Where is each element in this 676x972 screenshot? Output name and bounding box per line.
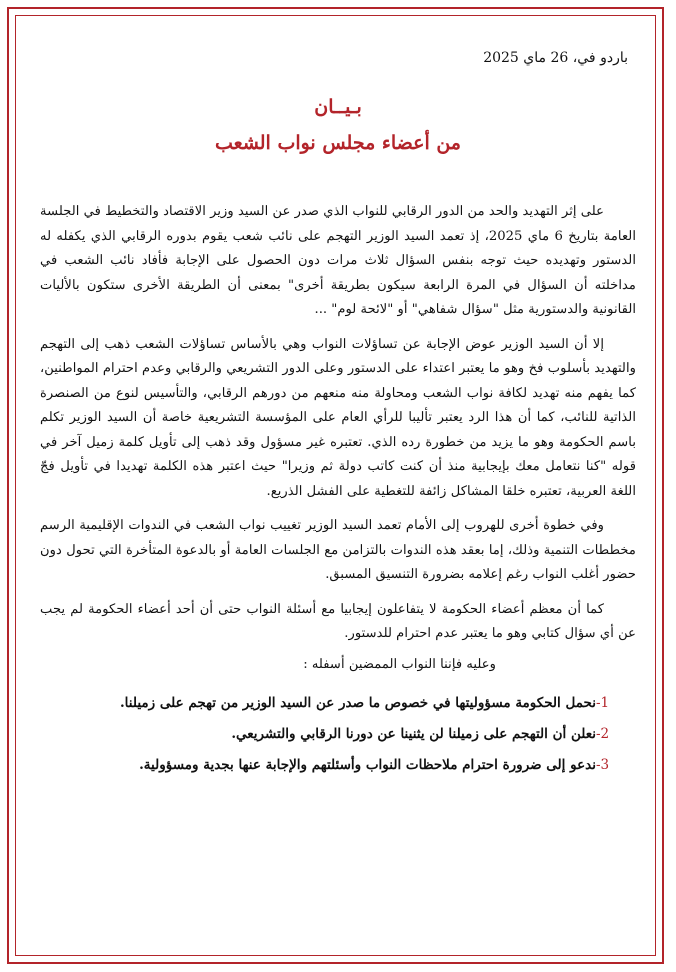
- intro-line: وعليه فإننا النواب الممضين أسفله :: [303, 656, 496, 672]
- demands-list: [40, 688, 636, 781]
- list-item: [40, 719, 636, 750]
- statement-document: [40, 50, 636, 781]
- list-item: [40, 750, 636, 781]
- list-item: [40, 688, 636, 719]
- document-title: بـيــان: [314, 96, 362, 118]
- list-number: -2: [596, 725, 610, 742]
- paragraph-1: على إثر التهديد والحد من الدور الرقابي للنواب الذي صدر عن السيد وزير الاقتصاد والتخطيط في الجلسة العامة بتاريخ 6 ماي 2025، إذ تعمد السيد الوزير التهجم على نائب شعب يقوم بدوره الرقابي الذي يكفله له الدستور وتهديده حيث توجه بنفس السؤال ثلاث مرات دون الحصول على الإجابة فأفاد نائب الشعب في مداخلته أن السؤال في المرة الرابعة سيكون بطريقة أخرى" بمعنى أن الطريقة الأخرى ستكون بالأليات القانونية والدستورية مثل "سؤال شفاهي" أو "لائحة لوم" ...: [40, 204, 636, 317]
- document-subtitle: من أعضاء مجلس نواب الشعب: [215, 132, 461, 154]
- list-text: نعلن أن التهجم على زميلنا لن يثنينا عن دورنا الرقابي والتشريعي.: [231, 725, 596, 742]
- list-number: -3: [596, 756, 610, 773]
- list-number: -1: [596, 694, 610, 711]
- paragraph-2: إلا أن السيد الوزير عوض الإجابة عن تساؤلات النواب وهي بالأساس تساؤلات الشعب ذهب إلى التهجم والتهديد بأسلوب فخ وهو ما يعتبر اعتداء على الدستور وعلى الدور التشريعي والرقابي وعدم احترام المواطنين، كما يفهم منه تهديد لكافة نواب الشعب ومحاولة منه منعهم من دورهم الرقابي، والتأسيس لنوع من الصنصرة الذاتية للنائب، كما أن هذا الرد يعتبر تأليبا للرأي العام على المؤسسة التشريعية خاصة أن السيد الوزير تكلم باسم الحكومة وهو ما يزيد من خطورة رده الذي. تعتبره غير مسؤول وقد ذهب إلى تأويل كلمة زميل آخر في قوله "كنا نتعامل معك بإيجابية منذ أن كنت كاتب دولة ثم وزيرا" حيث اعتبر هذه الكلمة تهديدا في تأويل فجّ اللغة العربية، تعتبره خلقا المشاكل زائفة للتغطية على الفشل الذريع.: [40, 336, 636, 499]
- list-text: ندعو إلى ضرورة احترام ملاحظات النواب وأسئلتهم والإجابة عنها بجدية ومسؤولية.: [139, 756, 596, 773]
- paragraph-3: وفي خطوة أخرى للهروب إلى الأمام تعمد السيد الوزير تغييب نواب الشعب في الندوات الإقليمية الرسم مخططات التنمية وذلك، إما بعقد هذه الندوات بالتزامن مع الجلسات العامة أو بالدعوة المتأخرة التي تحول دون حضور أغلب النواب رغم إعلامه بضرورة التنسيق المسبق.: [40, 518, 636, 582]
- list-text: نحمل الحكومة مسؤوليتها في خصوص ما صدر عن السيد الوزير من تهجم على زميلنا.: [119, 694, 596, 711]
- dateline: باردو في، 26 ماي 2025: [483, 50, 628, 66]
- paragraph-4: كما أن معظم أعضاء الحكومة لا يتفاعلون إيجابيا مع أسئلة النواب حتى أن أحد أعضاء الحكومة لم يجب عن أي سؤال كتابي وهو ما يعتبر عدم احترام للدستور.: [40, 601, 636, 641]
